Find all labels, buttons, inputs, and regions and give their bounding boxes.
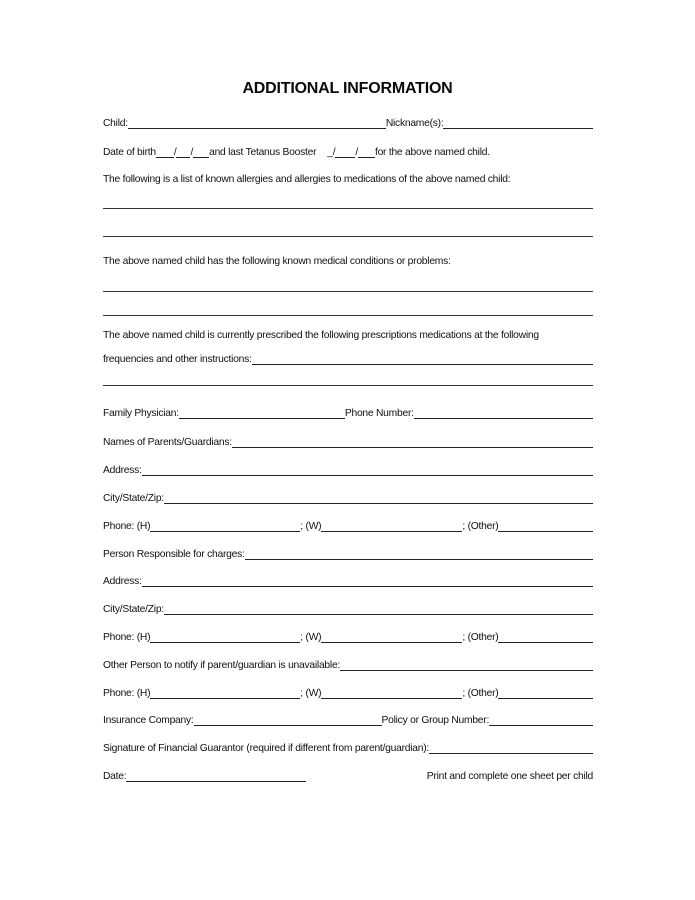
- responsible-address-field[interactable]: [142, 575, 593, 587]
- dob-label: Date of birth: [103, 147, 156, 158]
- phone-home-label: Phone: (H): [103, 521, 151, 532]
- responsible-phone-other-label: ; (Other): [462, 632, 499, 643]
- nickname-label: Nickname(s):: [385, 118, 444, 129]
- tetanus-separator: /: [355, 147, 358, 158]
- physician-field[interactable]: [179, 407, 345, 419]
- responsible-phone-work-field[interactable]: [321, 631, 462, 643]
- dob-separator: /: [190, 147, 194, 158]
- tetanus-month-field[interactable]: _/: [327, 147, 336, 158]
- insurance-row: [103, 713, 593, 727]
- tetanus-year-field[interactable]: [358, 146, 375, 158]
- responsible-phone-home-label: Phone: (H): [103, 632, 151, 643]
- footer-note: Print and complete one sheet per child: [426, 771, 593, 782]
- responsible-address-label: Address:: [103, 576, 142, 587]
- insurance-label: Insurance Company:: [103, 715, 194, 726]
- tetanus-day-field[interactable]: [335, 146, 355, 158]
- phone-row-3: [103, 686, 593, 700]
- date-field[interactable]: [126, 770, 306, 782]
- phone-work-label: ; (W): [300, 521, 322, 532]
- other-phone-work-field[interactable]: [321, 687, 462, 699]
- other-person-row: [103, 658, 593, 672]
- phone-home-field[interactable]: [150, 520, 300, 532]
- dob-year-field[interactable]: [193, 146, 209, 158]
- prescriptions-row-2: [103, 352, 593, 366]
- prescriptions-line-2[interactable]: [103, 385, 593, 386]
- city-row-1: [103, 491, 593, 505]
- dob-month-field[interactable]: [156, 146, 174, 158]
- nickname-field[interactable]: [443, 117, 593, 129]
- signature-row: [103, 741, 593, 755]
- other-phone-home-field[interactable]: [150, 687, 300, 699]
- responsible-phone-home-field[interactable]: [150, 631, 300, 643]
- parents-field[interactable]: [232, 436, 593, 448]
- child-row: [103, 116, 593, 130]
- phone-row-2: [103, 630, 593, 644]
- phone-other-field[interactable]: [498, 520, 593, 532]
- physician-phone-field[interactable]: [414, 407, 593, 419]
- responsible-row: [103, 547, 593, 561]
- conditions-line-2[interactable]: [103, 315, 593, 316]
- prescriptions-label-cont: frequencies and other instructions:: [103, 354, 252, 365]
- date-label: Date:: [103, 771, 127, 782]
- address-field[interactable]: [142, 464, 593, 476]
- policy-field[interactable]: [489, 714, 593, 726]
- signature-label: Signature of Financial Guarantor (required if different from parent/guardian):: [103, 743, 430, 754]
- policy-label: Policy or Group Number:: [381, 715, 490, 726]
- tetanus-label: and last Tetanus Booster: [209, 147, 317, 158]
- dob-row: [103, 145, 593, 159]
- phone-row-1: [103, 519, 593, 533]
- conditions-line-1[interactable]: [103, 291, 593, 292]
- phone-work-field[interactable]: [321, 520, 462, 532]
- allergies-row: [103, 172, 593, 186]
- other-phone-work-label: ; (W): [300, 688, 322, 699]
- allergies-line-1[interactable]: [103, 208, 593, 209]
- signature-field[interactable]: [429, 742, 593, 754]
- parents-label: Names of Parents/Guardians:: [103, 437, 232, 448]
- city-row-2: [103, 602, 593, 616]
- physician-row: [103, 406, 593, 420]
- conditions-row: [103, 254, 593, 268]
- insurance-field[interactable]: [194, 714, 382, 726]
- other-person-label: Other Person to notify if parent/guardian is unavailable:: [103, 660, 341, 671]
- prescriptions-field[interactable]: [252, 353, 593, 365]
- prescriptions-row-1: [103, 328, 593, 342]
- city-label: City/State/Zip:: [103, 493, 164, 504]
- phone-other-label: ; (Other): [462, 521, 499, 532]
- responsible-phone-work-label: ; (W): [300, 632, 322, 643]
- dob-day-field[interactable]: [173, 146, 190, 158]
- other-person-field[interactable]: [340, 659, 593, 671]
- other-phone-other-field[interactable]: [498, 687, 593, 699]
- address-label: Address:: [103, 465, 142, 476]
- date-row: [103, 769, 593, 783]
- responsible-city-field[interactable]: [164, 603, 593, 615]
- responsible-label: Person Responsible for charges:: [103, 549, 245, 560]
- allergies-line-2[interactable]: [103, 236, 593, 237]
- child-field[interactable]: [128, 117, 386, 129]
- other-phone-home-label: Phone: (H): [103, 688, 151, 699]
- parents-row: [103, 435, 593, 449]
- allergies-label: The following is a list of known allergies and allergies to medications of the above named child:: [103, 174, 511, 185]
- physician-label: Family Physician:: [103, 408, 179, 419]
- other-phone-other-label: ; (Other): [462, 688, 499, 699]
- child-label: Child:: [103, 118, 128, 129]
- prescriptions-label: The above named child is currently prescribed the following prescriptions medications at the following: [103, 330, 539, 341]
- city-field[interactable]: [164, 492, 593, 504]
- conditions-label: The above named child has the following known medical conditions or problems:: [103, 256, 451, 267]
- responsible-city-label: City/State/Zip:: [103, 604, 164, 615]
- physician-phone-label: Phone Number:: [344, 408, 414, 419]
- dob-separator: /: [173, 147, 177, 158]
- address-row-1: [103, 463, 593, 477]
- page-title: ADDITIONAL INFORMATION: [242, 80, 453, 97]
- address-row-2: [103, 574, 593, 588]
- responsible-phone-other-field[interactable]: [498, 631, 593, 643]
- tetanus-suffix: for the above named child.: [374, 147, 490, 158]
- responsible-field[interactable]: [245, 548, 593, 560]
